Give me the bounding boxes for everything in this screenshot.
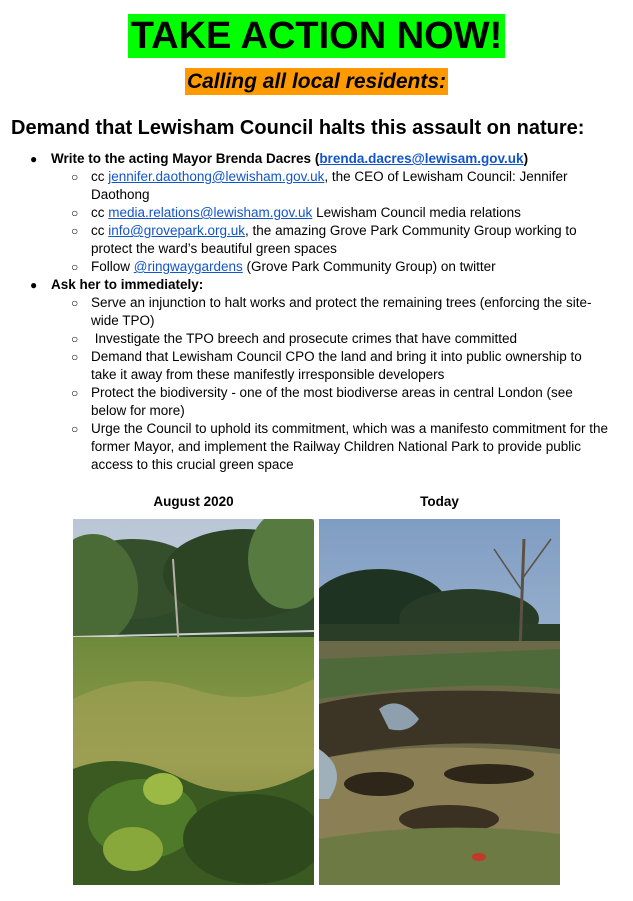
circle-bullet-icon: ○ [71, 206, 79, 220]
page-title: TAKE ACTION NOW! [128, 14, 506, 58]
ask-label: Ask her to immediately: [51, 277, 204, 292]
ask-item-text: Serve an injunction to halt works and protect the remaining trees (enforcing the site-wide TPO) [91, 295, 592, 328]
circle-bullet-icon: ○ [71, 296, 79, 310]
circle-bullet-icon: ○ [71, 260, 79, 274]
list-item-follow [0, 258, 633, 276]
item-suffix: , the CEO of Lewisham Council: Jennifer Daothong [91, 169, 568, 202]
page-subtitle: Calling all local residents: [186, 70, 447, 93]
grovepark-email-link[interactable]: info@grovepark.org.uk [108, 223, 246, 238]
list-item-cc-ceo [0, 168, 633, 204]
before-photo-image [73, 519, 314, 885]
item-suffix: Lewisham Council media relations [312, 205, 521, 220]
bullet-icon: ● [30, 278, 38, 292]
list-item-ask [0, 276, 633, 294]
mayor-email-link[interactable]: brenda.dacres@lewisam.gov.uk [319, 151, 524, 166]
list-item-cpo [0, 348, 633, 384]
list-item-write [0, 150, 633, 168]
item-prefix: Follow [91, 259, 134, 274]
list-item-biodiversity [0, 384, 633, 420]
circle-bullet-icon: ○ [71, 386, 79, 400]
before-photo-caption: August 2020 [153, 494, 234, 509]
title-container [0, 14, 633, 58]
list-item-injunction [0, 294, 633, 330]
list-item-investigate [0, 330, 633, 348]
circle-bullet-icon: ○ [71, 332, 79, 346]
write-close: ) [523, 151, 529, 166]
section-heading: Demand that Lewisham Council halts this assault on nature: [11, 117, 585, 139]
ask-item-text: Protect the biodiversity - one of the most biodiverse areas in central London (see below for more) [91, 385, 573, 418]
write-label: Write to the acting Mayor Brenda Dacres ( [51, 151, 320, 166]
list-item-national-park [0, 420, 633, 474]
after-photo-image [319, 519, 560, 885]
circle-bullet-icon: ○ [71, 170, 79, 184]
after-photo [319, 519, 560, 885]
item-prefix: cc [91, 205, 109, 220]
before-photo [73, 519, 314, 885]
item-prefix: cc [91, 169, 109, 184]
ask-item-text: Urge the Council to uphold its commitment, which was a manifesto commitment for the former Mayor, and implement the Railway Children National Park to provide public access to this crucial green space [91, 421, 608, 472]
list-item-cc-grovepark [0, 222, 633, 258]
subtitle-container [0, 68, 633, 95]
item-suffix: , the amazing Grove Park Community Group working to protect the ward’s beautiful green spaces [91, 223, 577, 256]
circle-bullet-icon: ○ [71, 422, 79, 436]
list-item-cc-media [0, 204, 633, 222]
circle-bullet-icon: ○ [71, 350, 79, 364]
action-list [0, 150, 633, 474]
bullet-icon: ● [30, 152, 38, 166]
item-prefix: cc [91, 223, 109, 238]
item-suffix: (Grove Park Community Group) on twitter [242, 259, 496, 274]
after-photo-caption: Today [420, 494, 459, 509]
ask-item-text: Demand that Lewisham Council CPO the land and bring it into public ownership to take it away from these manifestly irresponsible developers [91, 349, 582, 382]
ask-item-text: Investigate the TPO breech and prosecute crimes that have committed [91, 331, 517, 346]
circle-bullet-icon: ○ [71, 224, 79, 238]
ceo-email-link[interactable]: jennifer.daothong@lewisham.gov.uk [108, 169, 325, 184]
media-email-link[interactable]: media.relations@lewisham.gov.uk [108, 205, 313, 220]
twitter-handle-link[interactable]: @ringwaygardens [133, 259, 243, 274]
